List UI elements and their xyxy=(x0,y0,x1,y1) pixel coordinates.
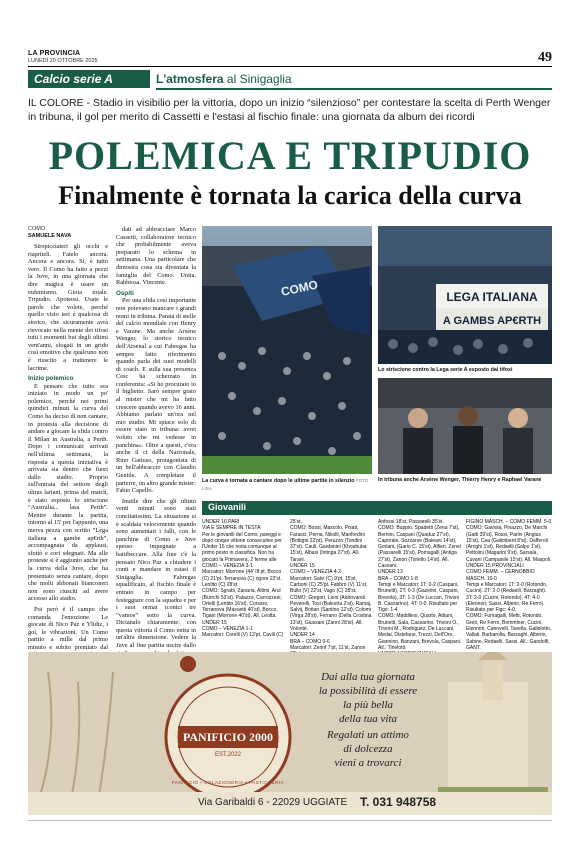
crowd-photo-illustration xyxy=(202,226,372,474)
article-column-2 xyxy=(116,226,196,674)
article-kicker: IL COLORE - Stadio in visibilio per la vittoria, dopo un inizio “silenzioso” per contestare la scelta di Perth Wenger in tribuna, il gol per merito di Cassetti e l'estasi al fischio finale: una giornata da album dei ricordi xyxy=(28,97,551,123)
tribune-photo-caption-text: In tribuna anche Arsène Wenger, Thierry Henry e Raphael Varane xyxy=(378,477,542,483)
main-photo xyxy=(202,226,372,474)
banner-photo-caption xyxy=(378,367,552,374)
subheading: Inizio polemico xyxy=(28,375,74,383)
ad-slogan-line: Regalati un attimo xyxy=(327,729,409,741)
article-headline: POLEMICA E TRIPUDIO xyxy=(48,133,532,178)
tribune-photo-caption xyxy=(378,477,552,484)
article-column-1 xyxy=(28,226,108,674)
banner-photo xyxy=(378,226,552,364)
subheading: Ospiti xyxy=(116,289,134,297)
advertisement xyxy=(28,652,552,815)
giovanili-header: Giovanili xyxy=(202,501,552,515)
giovanili-column-4: FIGINO MASCH. – COMO FEMM. 5-0 COMO: Gaviola, Pinazzo, De Marchi (Gatti 39'st), Rossi, Parini (Angius 15'st), Cea (Galimberti 8'st), Dafferoli (Arrighi 1'st), Redaelli (Salpo 1'st), Pettolini (Magarini 9'st), Sarsala, Cuvani (Campanile 15'st). All. Maspoli. UNDER 15 PROVINCIALI COMO FEMM. – CERNOBBIO MASCH. 10-0 Tempi e Marcatori: 1T: 2-0 (Rotondo, Cucini). 2T: 2-0 (Redaelli, Barzaghi). 3T: 2-0 (Cucini, Rotondo). 4T: 4-0 (Eleonori, Sassi, Alberio, Re Ferro). Risultato per Figc: 4-0. COMO: Fumagalli, Metti, Rotondo, Greti, Re Ferro, Bomminer, Cucini, Eleonori, Canovelli, Tavella, Gallelotto, Vallati, Barbarolla, Barzaghi, Alberio, Sabino, Redaelli, Sassi. All.: Gandolfi, GANT. xyxy=(466,519,552,651)
giovanili-column-3: Anfossi 18'st, Passarelli 35'st. COMO: Buppio, Spadetti (Zena 7'st), Bernini, Caspani (Quaduz 27'st), Caporale, Sozzarse (Baleani 14'st), Gorlani, (Gario C. 15'st), Alfieri, Zenel (Passarelli 15'st), Pomagalli (Antiga 27'st), Zanon (Toriello 14'st). All. Cassani. UNDER 13 BRA – COMO 1-8 Tempi e Marcatori: 1T: 0-2 (Caspani, Brunetti), 2T: 0-3 (Gazetini, Caspani, Brevola), 3T: 1-3 (De Luccan, Trivoni B. Cassarino). 4T: 0-0. Risultato per Tigo: 1-4 COMO: Maddilesi, Quarto, Attiani, Brunetti, Sala, Cassarino, Trivoni O., Trivoni M., Rodriguez, De Luccani, Medai, Distefano, Trezzi, Dell'Oro, Giannino, Banzani, Brevola, Caspani. All.: Tinelotti. xyxy=(378,519,462,651)
ad-slogan-line: la più bella xyxy=(342,699,394,711)
section-title-bold: L'atmosfera xyxy=(156,72,224,86)
page-number: 49 xyxy=(538,50,552,65)
dateline: LUNEDÌ 20 OTTOBRE 2025 xyxy=(28,58,98,64)
section-rule xyxy=(156,88,552,90)
paragraph: Per una sfida così importante non potevano mancare i grandi nomi in tribuna. Parata di stelle del calcio mondiale con Henry e Varane. Ma anche Arsène Wenger, lo storico tecnico dell'Arsenal a cui Fabregas ha sempre fatto riferimento quando parla dei suoi modelli di coach. E sulla sua presenza Cesc ha scherzato in conferenza: «Si ho procurato io il biglietto. Sarò sempre grato al mister che mi ha fatto crescere quando avevo 16 anni. Abbiamo parlato un'ora nel mio studio. Mi spiace solo di essere stato in tribuna: avrei voluto che mi vedesse in panchina». Oltre a questi, c'era anche il ct della Nazionale, Rino Gattuso, protagonista di un bell'abbraccio con Claudio Gentile. A completare il parterre, un altro grande mister: Fabio Capello. xyxy=(116,297,196,495)
ad-slogan-line: vieni a trovarci xyxy=(334,757,402,769)
section-title-light: al Sinigaglia xyxy=(226,72,292,86)
ad-illustration xyxy=(28,652,552,815)
ad-slogan-line: la possibilità di essere xyxy=(318,685,418,697)
ad-address: Via Garibaldi 6 - 22029 UGGIATE xyxy=(198,797,348,808)
byline-author: SAMUELE NAVA xyxy=(28,233,72,239)
article-subhead: Finalmente è tornata la carica della curva xyxy=(58,181,522,210)
main-photo-caption xyxy=(202,477,372,493)
ad-phone: T. 031 948758 xyxy=(360,795,437,809)
paragraph: E pensare che tutto era iniziato in modo un po' polemico, perché nei primi quindici minuti la curva del Como ha deciso di non cantare, in protesta alla decisione di andare a giocare la sfida contro il Milan in Australia, a Perth. Dopo i comunicati arrivati nell'ultima settimana, la risposta a questa iniziativa è arrivata sia dentro che fuori dallo stadio. Proprio sull'entrata del settore degli ultras lariani, prima del match, è stato esposto lo striscione “Australia... lasa Perth”. Mentre durante la partita, intorno al 15' per l'appunto, una nuova pezza con scritto “Lèga italiana a gambe ap€rth”, accompagnata da applausi, sfottò e cori sdegnati. Ma alle proteste si è aggiunto anche per la curva della Juve, che ha presentato senza cantare, dopo che molti abbonati bianconeri non sono riusciti ad avere accesso allo stadio. xyxy=(28,382,108,603)
ad-est: EST.2022 xyxy=(214,752,242,758)
giovanili-column-2: 25'st. COMO: Bossi, Mascolo, Pisati, Farasci, Perna, Nikolli, Manfredini (Bottigni 22'pt), Peruzzo (Tondini 37'st), Cauli, Gardanini (Khoububa 15'st), Albasi (Intinga 27'st). All. Tarani. UNDER 15 COMO – VENEZIA 4-2 Marcatori: Salvi (C) 9'pt, 15'pt, Carboni (C) 25'pt, Fabbro (V) 11'st, Bullo (V) 22'st, Vago (C) 28'st. COMO: Gregori, Lioni (Aldrovandi Peverelli, Tosi (Balestra 2'st), Ramaj, Salvij, Bottan (Santino 12'st), Colomi (Virga 28'st), Ferrario (Della Crostina 13'st), Giussani (Zanni 28'st). All. Volonté. UNDER 14 BRA – COMO 0-6 Marcatori: Zennf 7'pt, 11'st, Zanon xyxy=(290,519,372,651)
ad-slogan-line: di dolcezza xyxy=(343,743,393,755)
banner-photo-caption-text: Lo striscione contro la Lega serie A esposto dai tifosi xyxy=(378,367,513,373)
byline-place: COMO xyxy=(28,226,46,232)
section-title xyxy=(156,70,292,88)
tribune-photo xyxy=(378,378,552,474)
paragraph: Poi però è il campo che comanda l'emozione. Le giocate di Nico Paz e Ylidiz, i gol, le vibrazioni. Un Como partito a mille dal primo minuto e subito premiato dal xyxy=(28,605,108,651)
header-rule xyxy=(28,66,552,67)
giovanili-column-1: UNDER 16 PARI VIA E SEMPRE IN TESTA Per le giovanili del Como, pareggi e dopo cinque vittorie consecutive per l'Under 16 che resta comunque al primo posto in classifica. Non ha giocato la Primavera, 2 ferme alle COMO – VENEZIA 3-1 Marcatori: Morrone (44' Ilf pt, Bocco (C) 21'pt. Terranova (C) rigore 22'st. Lentito (C) 28'st. COMO: Sgrabi, Zanaria, Altimi, Arul (Burrchi 53'st). Palazzo, Carrozzani, Ortelli (Lentito 16'st), Corsaro, Terranova (Masuetti 40'st), Bocco, Tigani (Morrone 40'st). All. Leotta. UNDER 15 COMO – VENEZIA 1-1 Marcatori: Corelli (V) 13'pt, Cavili (C) xyxy=(202,519,284,639)
byline xyxy=(28,226,108,240)
footer-rule xyxy=(28,820,552,821)
banner-line-1: LEGA ITALIANA xyxy=(446,290,538,304)
ad-ring-text: PANIFICIO • COLAZIONERIA • PASTICCERIA xyxy=(171,780,285,785)
masthead: LA PROVINCIA xyxy=(28,50,81,57)
paragraph: Stropicciateri gli occhi e riapriteli. Fatelo ancora. Ancora e ancora. Sì, è tutto vero. Il Como ha fatto a pezzi la Juve, in una giornata che dire magica è usare un eufemismo. Gioia totale. Tripudio. Apoteosi. Usate le parole che volete, perché quello visto ieri è qualcosa di storico, che sicuramente avrà rievocato nella mente dei tifosi tutti i momenti bui degli ultimi vent'anni, sfogati in un grido così emotivo che qualcuno non è riuscito a trattenere le lacrime. xyxy=(28,243,108,372)
paragraph: dati ad abbracciare Marco Cassetti, collaboratore tecnico che probabilmente aveva preparato lo schema in settimana. Una particolare che dimostra cosa sia diventata la famiglia del Como. Unita. Rabbiosa. Vincente. xyxy=(116,226,196,287)
section-label: Calcio serie A xyxy=(28,70,150,88)
paragraph: Inutile dire che gli ultimi venti minuti sono stati concitatissimi. La situazione si è scaldata velocemente quando sono aumentati i falli, con le panchine di Como e Juve spesso impegnate a battibeccare. Alla fine c'è la pensato Nico Paz a chiudere i conti e mandare in estasi il Sinigaglia. Fabregas squalificato, al fischio finale è entrato in campo per festeggiare con la squadra e per i suoi ormai iconici tre “vamos” sotto la curva. Dicianalo chiaramente: con questa vittoria il Como entra in un'altra dimensione. Vedere la Juve al fine partita uscire dallo xyxy=(116,497,196,650)
ad-slogan-line: della tua vita xyxy=(338,713,398,725)
photo-credit: FOTO LISA xyxy=(202,478,369,491)
tribune-photo-illustration xyxy=(378,378,552,474)
flag-text: COMO xyxy=(279,277,320,299)
banner-line-2: A GAMBS AP€RTH xyxy=(442,315,542,327)
main-photo-caption-text: La curva è tornata a cantare dopo le ultime partite in silenzio xyxy=(202,478,355,484)
ad-brand: PANIFICIO 2000 xyxy=(182,730,274,744)
ad-slogan xyxy=(298,670,438,770)
ad-slogan-line: Dai alla tua giornata xyxy=(321,671,415,683)
banner-photo-illustration xyxy=(378,226,552,364)
